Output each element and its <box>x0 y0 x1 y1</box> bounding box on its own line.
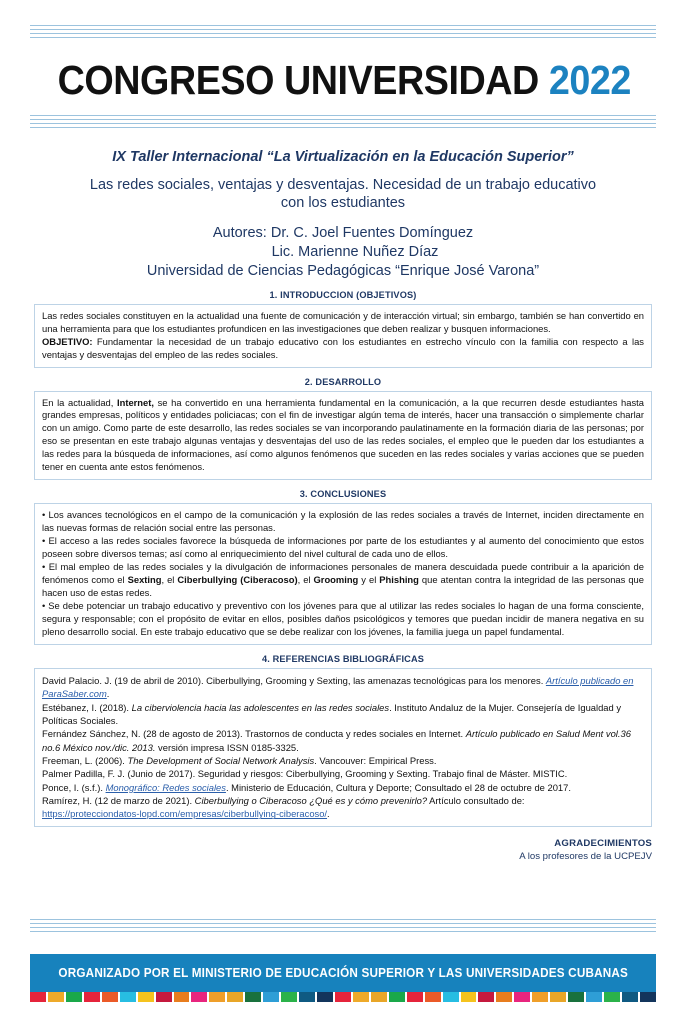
paper-title-line-1: Las redes sociales, ventajas y desventajas. Necesidad de un trabajo educativo <box>89 176 597 193</box>
color-strip-segment <box>30 992 46 1002</box>
author-line-1: Autores: Dr. C. Joel Fuentes Domínguez <box>212 225 474 242</box>
paper-title-line-2: con los estudiantes <box>280 194 406 211</box>
color-strip-segment <box>335 992 351 1002</box>
footer-rules <box>0 919 686 932</box>
color-strip-segment <box>263 992 279 1002</box>
conclusion-bullet-4: • Se debe potenciar un trabajo educativo y preventivo con los jóvenes para que al utilizar las redes sociales lo hagan de una forma consciente, segura y responsable; con el propósito de evitar en ellos, posibles daños psicológicos y temores que puedan incidir de manera negativa en su pleno desarrollo social. En este trabajo educativo que se debe realizar con los jóvenes, la familia juega un papel fundamental. <box>42 600 644 638</box>
color-strip-segment <box>514 992 530 1002</box>
introduction-box <box>34 304 652 368</box>
reference-text: Estébanez, I. (2018). <box>42 701 132 713</box>
color-strip-segment <box>389 992 405 1002</box>
authors-block <box>42 224 644 281</box>
reference-title-italic: The Development of Social Network Analysis <box>127 755 315 767</box>
acknowledgements-text: A los profesores de la UCPEJV <box>519 850 652 862</box>
objective-text: Fundamentar la necesidad de un trabajo educativo con los estudiantes en estrecho vínculo con la familia con respecto a las ventajas y desventajas del empleo de las redes sociales. <box>42 335 644 360</box>
reference-text: David Palacio. J. (19 de abril de 2010). Ciberbullying, Grooming y Sexting, las amenazas tecnológicas para los menores. <box>42 675 546 686</box>
footer-bottom-spacer <box>0 1002 686 1024</box>
reference-link[interactable]: Artículo publicado en ParaSaber.com <box>42 675 634 700</box>
rule-line <box>30 119 656 120</box>
development-text-part-2: se ha convertido en una herramienta fundamental en la comunicación, a la que recurren desde estudiantes hasta grandes empresas, políticos y entidades policiacas; con el fin de investigar algún tema de interés, hacer una transacción o simplemente charlar con un amigo. Como parte de este desarrollo, las redes sociales se van incorporando paulatinamente en la formación diaria de las personas; por eso se presentan en este trabajo algunas ventajas y desventajas del uso de las redes sociales, el empleo que le pueden dar los estudiantes a las redes para la búsqueda de informaciones, así como algunos fenómenos que suceden en las redes sociales y varias acciones que se pueden tener en cuenta ante estos fenómenos. <box>42 396 644 473</box>
color-strip-segment <box>245 992 261 1002</box>
color-strip-segment <box>568 992 584 1002</box>
rule-line <box>30 115 656 116</box>
color-strip-segment <box>371 992 387 1002</box>
rule-line <box>30 25 656 26</box>
rule-line <box>30 29 656 30</box>
rule-line <box>30 923 656 924</box>
section-heading-development: 2. DESARROLLO <box>304 376 382 387</box>
color-strip-segment <box>156 992 172 1002</box>
acknowledgements-block <box>0 827 686 862</box>
reference-item <box>42 767 644 780</box>
reference-title-italic: La ciberviolencia hacia las adolescentes en las redes sociales <box>131 701 390 713</box>
institution-line: Universidad de Ciencias Pedagógicas “Enrique José Varona” <box>146 262 540 279</box>
author-line-2: Lic. Marienne Nuñez Díaz <box>271 243 439 260</box>
title-block <box>0 130 686 281</box>
bullet3-text-c: , el <box>161 574 178 586</box>
reference-text: Ramírez, H. (12 de marzo de 2021). <box>42 795 195 807</box>
reference-item <box>42 727 644 754</box>
reference-text-tail: . <box>327 808 330 820</box>
acknowledgements-title: AGRADECIMIENTOS <box>554 837 652 849</box>
color-strip-segment <box>281 992 297 1002</box>
reference-text: Ponce, I. (s.f.). <box>42 781 106 793</box>
color-strip-segment <box>407 992 423 1002</box>
reference-text: Fernández Sánchez, N. (28 de agosto de 2013). Trastornos de conducta y redes sociales en Internet. <box>42 728 466 740</box>
color-strip-segment <box>353 992 369 1002</box>
term-sexting: Sexting <box>127 574 162 586</box>
conclusion-bullet-1: • Los avances tecnológicos en el campo de la comunicación y la explosión de las redes sociales a través de Internet, inciden directamente en las nuevas formas de relación social entre las personas. <box>42 509 644 534</box>
header-top-rules <box>30 0 656 38</box>
reference-text-tail: . Vancouver: Empirical Press. <box>314 755 437 767</box>
reference-text: Palmer Padilla, F. J. (Junio de 2017). Seguridad y riesgos: Ciberbullying, Grooming y Sexting. Trabajo final de Máster. MISTIC. <box>42 768 568 780</box>
term-ciberbullying: Ciberbullying (Ciberacoso) <box>177 574 298 586</box>
color-strip-segment <box>550 992 566 1002</box>
section-heading-references: 4. REFERENCIAS BIBLIOGRÁFICAS <box>261 654 425 664</box>
reference-item <box>42 807 644 820</box>
objective-label: OBJETIVO: <box>42 335 93 347</box>
color-strip-segment <box>191 992 207 1002</box>
color-strip-segment <box>138 992 154 1002</box>
brand-main-text: CONGRESO UNIVERSIDAD <box>57 57 539 103</box>
rule-line <box>30 123 656 124</box>
reference-list <box>42 674 644 821</box>
bullet3-text-a: • El mal empleo de las redes sociales y la divulgación de informaciones personales de manera descuidada puede contribuir a la aparición de fenómenos como el <box>42 561 644 586</box>
development-box <box>34 391 652 481</box>
term-grooming: Grooming <box>313 574 359 586</box>
reference-link[interactable]: Monográfico: Redes sociales <box>105 781 226 793</box>
section-references <box>34 654 652 827</box>
color-strip-segment <box>66 992 82 1002</box>
reference-item <box>42 701 644 728</box>
section-introduction <box>34 290 652 368</box>
color-strip-segment <box>604 992 620 1002</box>
conclusions-box <box>34 503 652 645</box>
poster-content <box>0 290 686 827</box>
color-strip-segment <box>532 992 548 1002</box>
section-heading-introduction: 1. INTRODUCCION (OBJETIVOS) <box>269 289 417 300</box>
rule-line <box>30 33 656 34</box>
reference-text-tail: . Ministerio de Educación, Cultura y Deporte; Consultado el 28 de octubre de 2017. <box>225 781 571 793</box>
color-strip-segment <box>84 992 100 1002</box>
development-bold-internet: Internet, <box>116 396 154 408</box>
poster-footer <box>0 919 686 1024</box>
reference-title-italic: Ciberbullying o Ciberacoso ¿Qué es y cómo prevenirlo? <box>194 795 428 807</box>
poster-header <box>0 0 686 130</box>
color-strip-segment <box>496 992 512 1002</box>
color-strip-segment <box>622 992 638 1002</box>
reference-item <box>42 754 644 767</box>
color-strip-segment <box>227 992 243 1002</box>
organizer-text: ORGANIZADO POR EL MINISTERIO DE EDUCACIÓN SUPERIOR Y LAS UNIVERSIDADES CUBANAS <box>58 966 628 980</box>
organizer-bar <box>30 954 656 992</box>
color-strip-segment <box>48 992 64 1002</box>
color-strip-segment <box>120 992 136 1002</box>
reference-text-tail: . Instituto Andaluz de la Mujer. Consejería de Igualdad y Políticas Sociales. <box>42 701 622 727</box>
references-box <box>34 668 652 827</box>
reference-text: Freeman, L. (2006). <box>42 755 128 767</box>
color-strip-segment <box>640 992 656 1002</box>
color-strip-segment <box>425 992 441 1002</box>
bullet3-text-d: , el <box>297 574 314 586</box>
reference-item <box>42 674 644 701</box>
color-strip-segment <box>461 992 477 1002</box>
congress-brand-title <box>30 38 631 115</box>
color-strip-segment <box>299 992 315 1002</box>
color-strip-segment <box>443 992 459 1002</box>
brand-year-text: 2022 <box>548 57 631 103</box>
rule-line <box>30 919 656 920</box>
rule-line <box>30 931 656 932</box>
reference-url-link[interactable]: https://protecciondatos-lopd.com/empresas/ciberbullying-ciberacoso/ <box>42 808 328 820</box>
bullet3-text-e: y el <box>358 574 380 586</box>
term-phishing: Phishing <box>379 574 419 586</box>
reference-text-tail: . <box>106 688 110 700</box>
introduction-paragraph-1: Las redes sociales constituyen en la actualidad una fuente de comunicación y de interacción virtual; sin embargo, también se han convertido en una herramienta para que los estudiantes profundicen en las investigaciones que deben realizar y busquen informaciones. <box>42 309 644 334</box>
color-strip-segment <box>478 992 494 1002</box>
rule-line <box>30 927 656 928</box>
development-paragraph <box>42 397 644 475</box>
rule-line <box>30 127 656 128</box>
conclusion-bullet-2: • El acceso a las redes sociales favorece la búsqueda de informaciones por parte de los estudiantes y al aumento del conocimiento que estos poseen sobre diversos temas; así como al enriquecimiento del nivel cultural de cada uno de ellos. <box>42 535 644 560</box>
color-strip-segment <box>102 992 118 1002</box>
reference-title-italic: Artículo publicado en Salud Ment vol.36 no.6 México nov./dic. 2013. <box>42 728 631 753</box>
introduction-objective <box>42 336 644 362</box>
color-strip-segment <box>317 992 333 1002</box>
section-conclusions <box>34 489 652 645</box>
conclusion-bullet-3 <box>42 561 644 600</box>
section-development <box>34 377 652 481</box>
paper-title <box>42 176 644 212</box>
reference-text-tail: versión impresa ISSN 0185-3325. <box>155 741 299 753</box>
header-bottom-rules <box>30 115 656 130</box>
reference-text-tail: Artículo consultado de: <box>427 795 525 807</box>
sdg-color-strip <box>30 992 656 1002</box>
reference-item <box>42 781 644 794</box>
bullet3-text-f: que atentan contra la integridad de las personas que hacen uso de estas redes. <box>42 574 644 599</box>
color-strip-segment <box>174 992 190 1002</box>
section-heading-conclusions: 3. CONCLUSIONES <box>299 489 387 500</box>
reference-item <box>42 794 644 807</box>
color-strip-segment <box>586 992 602 1002</box>
workshop-title: IX Taller Internacional “La Virtualización en la Educación Superior” <box>112 149 574 165</box>
color-strip-segment <box>209 992 225 1002</box>
development-text-part-1: En la actualidad, <box>42 396 117 408</box>
